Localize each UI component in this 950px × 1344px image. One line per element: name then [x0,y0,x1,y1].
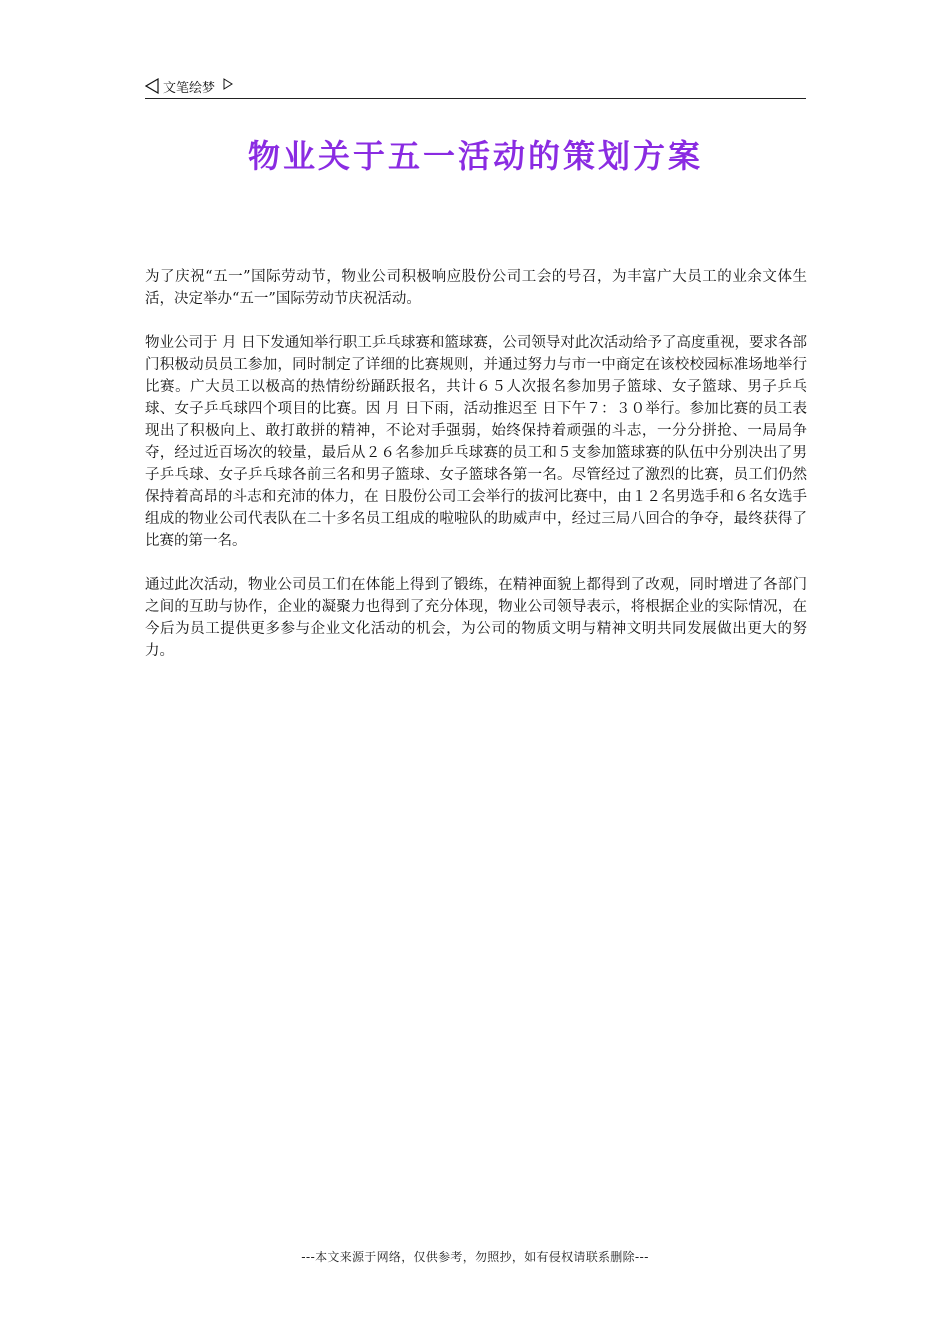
document-body [145,266,807,684]
page-header [145,74,806,99]
paragraph-conclusion: 通过此次活动，物业公司员工们在体能上得到了锻练，在精神面貌上都得到了改观，同时增进了各部门之间的互助与协作，企业的凝聚力也得到了充分体现，物业公司领导表示，将根据企业的实际情况，在今后为员工提供更多参与企业文化活动的机会，为公司的物质文明与精神文明共同发展做出更大的努力。 [145,577,807,659]
triangle-right-icon [223,78,233,90]
paragraph-events: 物业公司于 月 日下发通知举行职工乒乓球赛和篮球赛，公司领导对此次活动给予了高度重视，要求各部门积极动员员工参加，同时制定了详细的比赛规则，并通过努力与市一中商定在该校校园标准场地举行比赛。广大员工以极高的热情纷纷踊跃报名，共计６５人次报名参加男子篮球、女子篮球、男子乒乓球、女子乒乓球四个项目的比赛。因 月 日下雨，活动推迟至 日下午７：３０举行。参加比赛的员工表现出了积极向上、敢打敢拼的精神，不论对手强弱，始终保持着顽强的斗志，一分分拼抢、一局局争夺，经过近百场次的较量，最后从２６名参加乒乓球赛的员工和５支参加篮球赛的队伍中分别决出了男子乒乓球、女子乒乓球各前三名和男子篮球、女子篮球各第一名。尽管经过了激烈的比赛，员工们仍然保持着高昂的斗志和充沛的体力，在 日股份公司工会举行的拔河比赛中，由１２名男选手和６名女选手组成的物业公司代表队在二十多名员工组成的啦啦队的助威声中，经过三局八回合的争夺，最终获得了比赛的第一名。 [145,335,807,549]
document-title: 物业关于五一活动的策划方案 [247,137,703,175]
page-footer-disclaimer: ---本文来源于网络，仅供参考，勿照抄，如有侵权请联系删除--- [301,1250,649,1264]
paragraph-intro: 为了庆祝“五一”国际劳动节，物业公司积极响应股份公司工会的号召，为丰富广大员工的业余文体生活，决定举办“五一”国际劳动节庆祝活动。 [145,269,807,307]
triangle-left-icon [145,78,159,94]
header-label: 文笔绘梦 [163,80,216,96]
